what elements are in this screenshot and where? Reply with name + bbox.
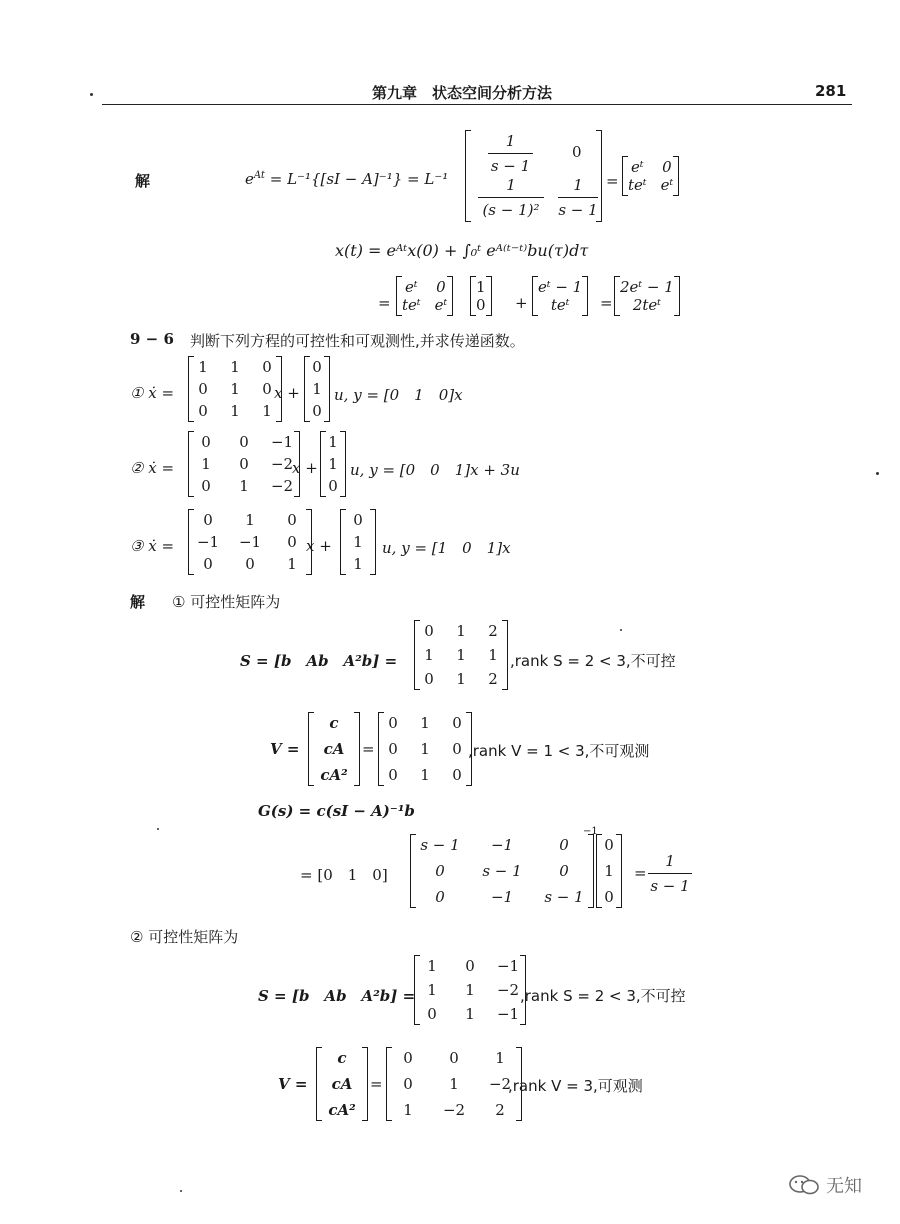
inv-fraction-3: 1 s − 1	[558, 176, 598, 219]
eq1-vector-b: 0 1 0	[304, 356, 330, 422]
V1-rank: ,rank V = 1 < 3,不可观测	[468, 742, 650, 760]
eAt-equation: $e^{At} = L^{-1}\{[sI - A]^{-1}\} = L^{-1}$	[245, 170, 449, 188]
solution-2-label: 解	[130, 593, 146, 611]
chat-bubble-icon	[788, 1173, 820, 1197]
eq1-label: ① ẋ =	[130, 384, 175, 402]
V2-rank: ,rank V = 3,可观测	[508, 1077, 643, 1095]
G-inverse-matrix: s − 1 −1 0 0 s − 1 0 0 −1 s − 1	[410, 834, 594, 908]
solution-label: 解	[135, 172, 151, 190]
header-rule	[102, 104, 852, 105]
V1-lhs: V =	[270, 740, 300, 758]
observability-matrix-2: 0 0 1 0 1 −2 1 −2 2	[386, 1047, 522, 1121]
G-inverse-exponent: −1	[583, 826, 598, 837]
eq1-output: u, y = [0 1 0]x	[334, 386, 463, 404]
eq2-xplus: x +	[292, 459, 318, 477]
eq3-label: ③ ẋ =	[130, 537, 175, 555]
line3-matrix: eᵗ 0 teᵗ eᵗ	[396, 276, 453, 316]
eq3-vector-b: 0 1 1	[340, 509, 376, 575]
result-eq: =	[606, 172, 619, 190]
chapter-header-title: 第九章 状态空间分析方法	[372, 84, 553, 102]
scan-speck	[620, 629, 622, 631]
V1-eq: =	[362, 740, 375, 758]
eq1-xplus: x +	[274, 384, 300, 402]
state-solution-equation: x(t) = eᴬᵗx(0) + ∫₀ᵗ eᴬ⁽ᵗ⁻ᵗ⁾bu(τ)dτ	[335, 241, 589, 260]
inv-fraction-2: 1 (s − 1)²	[478, 176, 544, 219]
page-number: 281	[815, 82, 847, 100]
V2-column: c cA cA²	[316, 1047, 368, 1121]
line3-eq: =	[378, 294, 391, 312]
observability-matrix-1: 0 1 0 0 1 0 0 1 0	[378, 712, 472, 786]
S1-lhs: S = [b Ab A²b] =	[240, 652, 398, 670]
controllability-heading: ① 可控性矩阵为	[172, 593, 281, 611]
part2-heading: ② 可控性矩阵为	[130, 928, 239, 946]
scan-speck	[876, 472, 879, 475]
line3-plus: +	[515, 294, 528, 312]
line3-eq-2: =	[600, 294, 613, 312]
watermark	[788, 1172, 862, 1198]
eq1-matrix-A: 1 1 0 0 1 0 0 1 1	[188, 356, 282, 422]
inv-zero: 0	[572, 143, 582, 161]
transfer-function-def: G(s) = c(sI − A)⁻¹b	[258, 802, 415, 820]
G-b-vector: 0 1 0	[596, 834, 622, 908]
eq3-matrix-A: 0 1 0 −1 −1 0 0 0 1	[188, 509, 312, 575]
G-eq: =	[634, 864, 647, 882]
eq2-vector-b: 1 1 0	[320, 431, 346, 497]
eAt-result-matrix: eᵗ 0 teᵗ eᵗ	[622, 156, 679, 196]
eq2-output: u, y = [0 0 1]x + 3u	[350, 461, 520, 479]
controllability-matrix-2: 1 0 −1 1 1 −2 0 1 −1	[414, 955, 526, 1025]
problem-statement: 判断下列方程的可控性和可观测性,并求传递函数。	[190, 332, 525, 350]
G-result: 1 s − 1	[648, 852, 692, 895]
V2-eq: =	[370, 1075, 383, 1093]
inverse-matrix	[465, 130, 602, 222]
scan-speck	[90, 93, 93, 96]
controllability-matrix-1: 0 1 2 1 1 1 0 1 2	[414, 620, 508, 690]
V2-lhs: V =	[278, 1075, 308, 1093]
eq3-output: u, y = [1 0 1]x	[382, 539, 511, 557]
scan-speck	[157, 828, 159, 830]
line3-vector-2: eᵗ − 1 teᵗ	[532, 276, 588, 316]
problem-number: 9 − 6	[130, 330, 174, 348]
watermark-text: 无知	[826, 1176, 862, 1197]
eq3-xplus: x +	[306, 537, 332, 555]
S1-rank: ,rank S = 2 < 3,不可控	[510, 652, 676, 670]
line3-vector-1: 1 0	[470, 276, 492, 316]
eq2-label: ② ẋ =	[130, 459, 175, 477]
S2-rank: ,rank S = 2 < 3,不可控	[520, 987, 686, 1005]
scan-speck	[180, 1190, 182, 1192]
line3-vector-3: 2eᵗ − 1 2teᵗ	[614, 276, 680, 316]
S2-lhs: S = [b Ab A²b] =	[258, 987, 416, 1005]
inv-fraction-1: 1 s − 1	[488, 132, 533, 175]
eq2-matrix-A: 0 0 −1 1 0 −2 0 1 −2	[188, 431, 300, 497]
G-row-vector: = [0 1 0]	[300, 866, 388, 884]
V1-column: c cA cA²	[308, 712, 360, 786]
